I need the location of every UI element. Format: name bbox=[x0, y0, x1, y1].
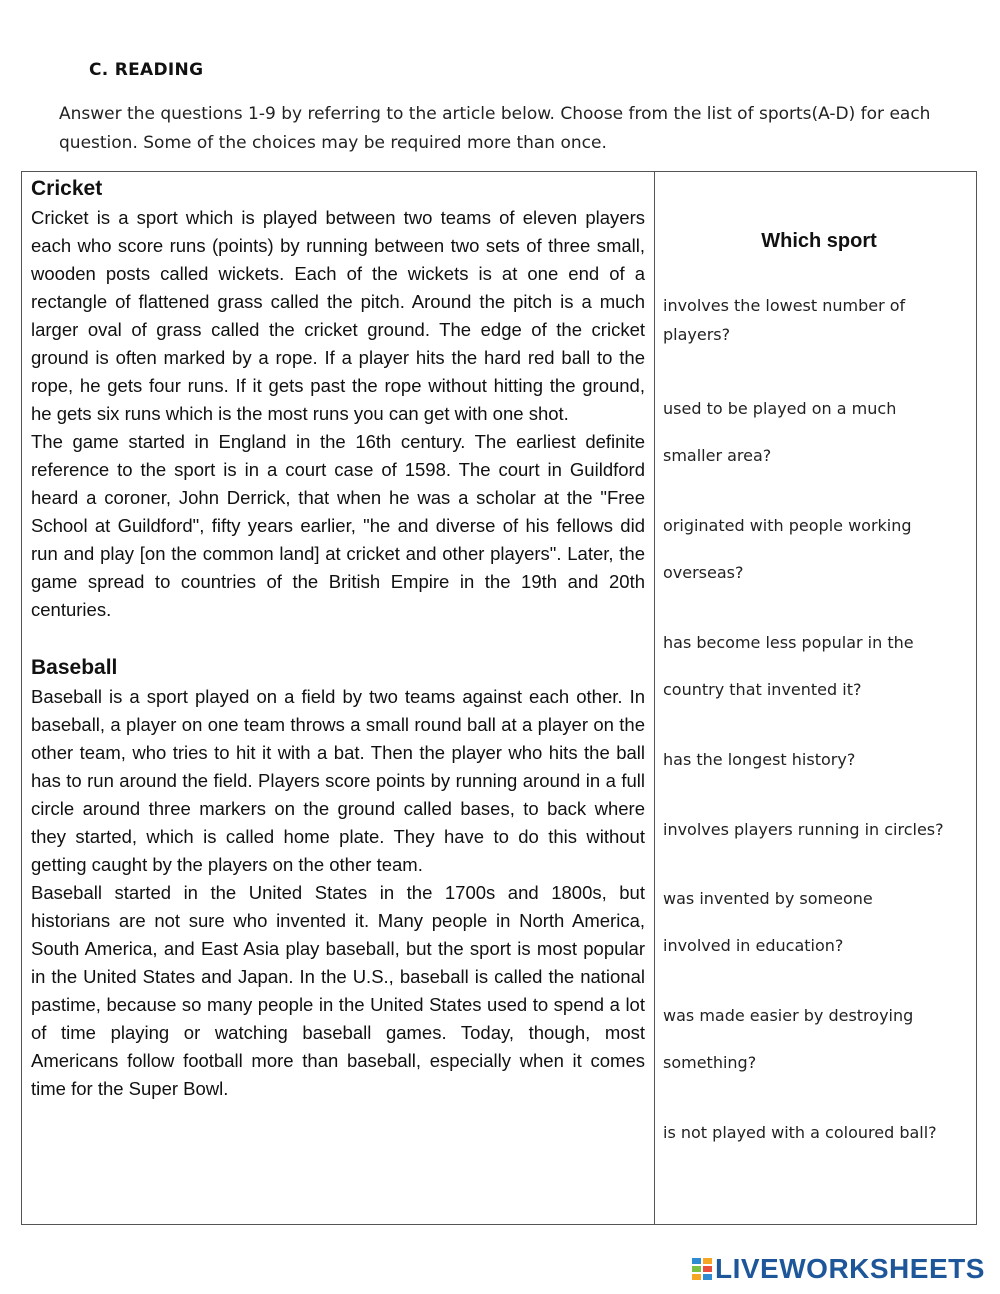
question-9-line-1: is not played with a coloured ball? bbox=[663, 1123, 937, 1142]
question-1-line-1: involves the lowest number of bbox=[663, 296, 906, 315]
question-8-line-1: was made easier by destroying bbox=[663, 1006, 914, 1025]
question-7-line-2: involved in education? bbox=[663, 936, 844, 955]
question-2-line-2: smaller area? bbox=[663, 446, 772, 465]
question-1 bbox=[663, 291, 975, 349]
article-table bbox=[21, 171, 977, 1225]
question-4-line-2: country that invented it? bbox=[663, 680, 862, 699]
question-9 bbox=[663, 1109, 975, 1156]
question-7 bbox=[663, 875, 975, 969]
liveworksheets-logo-text: LIVEWORKSHEETS bbox=[715, 1253, 985, 1284]
question-6 bbox=[663, 806, 975, 853]
questions-header: Which sport bbox=[761, 230, 877, 252]
question-3-line-1: originated with people working bbox=[663, 516, 912, 535]
liveworksheets-logo bbox=[692, 1252, 985, 1286]
cricket-paragraph-1: Cricket is a sport which is played between two teams of eleven players each who score runs (points) by running between two sets of three small, wooden posts called wickets. Each of the wickets is at one end of a rectangle of flattened grass called the pitch. Around the pitch is a much larger oval of grass called the cricket ground. The edge of the cricket ground is often marked by a rope. If a player hits the hard red ball to the rope, he gets four runs. If it gets past the rope without hitting the ground, he gets six runs which is the most runs you can get with one shot. bbox=[31, 207, 645, 424]
article-column bbox=[31, 172, 645, 1103]
question-2 bbox=[663, 385, 975, 479]
question-4-line-1: has become less popular in the bbox=[663, 633, 914, 652]
baseball-title: Baseball bbox=[31, 656, 118, 679]
cricket-paragraph-2: The game started in England in the 16th century. The earliest definite reference to the sport is in a court case of 1598. The court in Guildford heard a coroner, John Derrick, that when he was a scholar at the "Free School at Guildford", fifty years earlier, "he and diverse of his fellows did run and play [on the common land] at cricket and other players". Later, the game spread to countries of the British Empire in the 19th and 20th centuries. bbox=[31, 431, 645, 620]
question-2-line-1: used to be played on a much bbox=[663, 399, 897, 418]
section-heading: C. READING bbox=[89, 60, 204, 80]
liveworksheets-logo-icon bbox=[692, 1258, 712, 1280]
cricket-title: Cricket bbox=[31, 177, 103, 200]
question-1-line-2: players? bbox=[663, 325, 731, 344]
question-3 bbox=[663, 502, 975, 596]
column-divider bbox=[654, 172, 655, 1224]
question-4 bbox=[663, 619, 975, 713]
baseball-paragraph-2: Baseball started in the United States in the 1700s and 1800s, but historians are not sure who invented it. Many people in North America, South America, and East Asia play baseball, but the sport is most popular in the United States and Japan. In the U.S., baseball is called the national pastime, because so many people in the United States used to spend a lot of time playing or watching baseball games. Today, though, most Americans follow football more than baseball, especially when it comes time for the Super Bowl. bbox=[31, 882, 645, 1099]
question-7-line-1: was invented by someone bbox=[663, 889, 873, 908]
instructions: Answer the questions 1-9 by referring to the article below. Choose from the list of sports(A-D) for each question. Some of the choices may be required more than once. bbox=[59, 104, 931, 153]
question-8-line-2: something? bbox=[663, 1053, 757, 1072]
question-6-line-1: involves players running in circles? bbox=[663, 820, 944, 839]
question-5-line-1: has the longest history? bbox=[663, 750, 856, 769]
baseball-paragraph-1: Baseball is a sport played on a field by two teams against each other. In baseball, a player on one team throws a small round ball at a player on the other team, who tries to hit it with a bat. Then the player who hits the ball has to run around the field. Players score points by running around in a full circle around three markers on the ground called bases, to back where they started, which is called home plate. They have to do this without getting caught by the players on the other team. bbox=[31, 686, 645, 875]
question-8 bbox=[663, 992, 975, 1086]
question-3-line-2: overseas? bbox=[663, 563, 744, 582]
question-5 bbox=[663, 736, 975, 783]
